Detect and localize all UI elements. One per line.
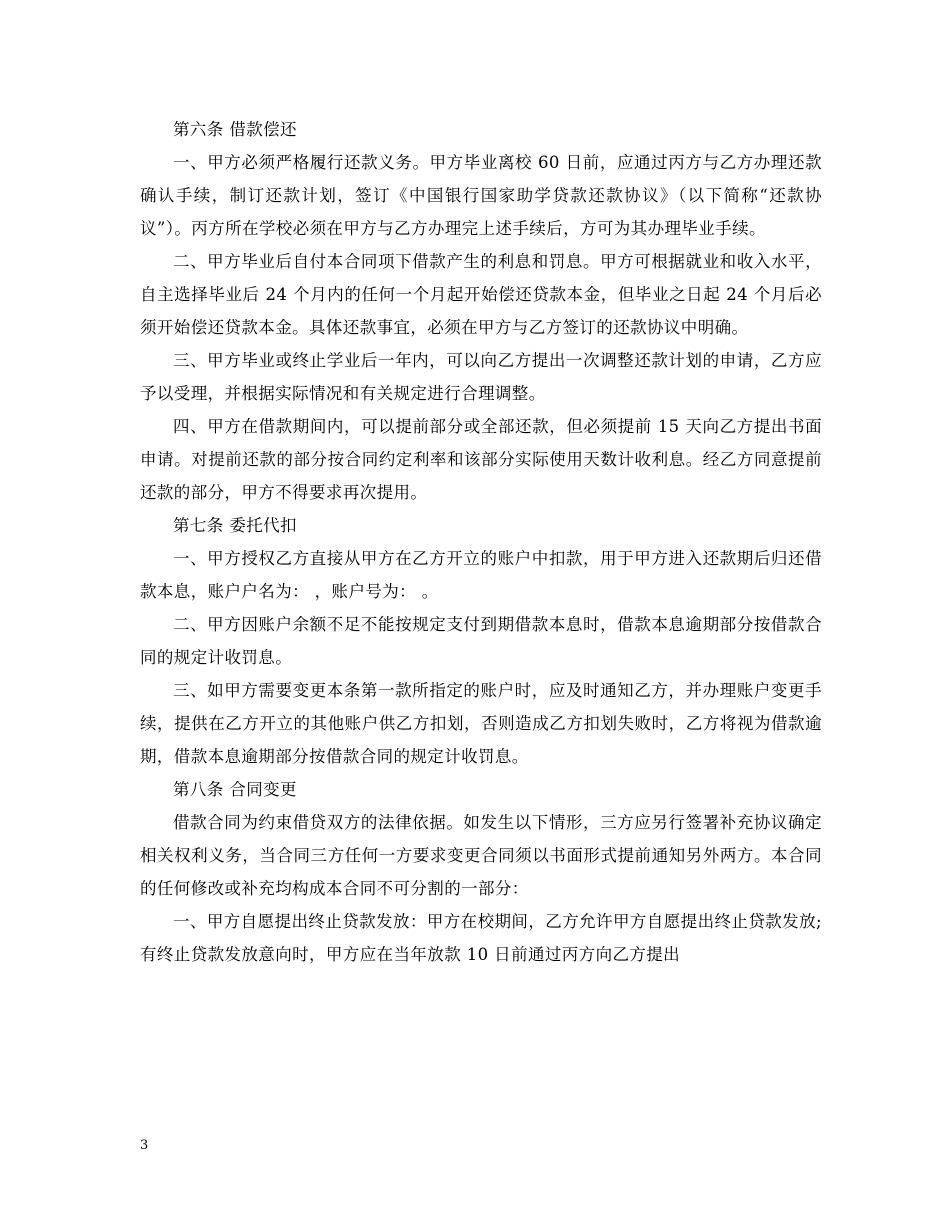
article-7-heading: 第七条 委托代扣 [173,516,297,535]
article-7-clause-1: 一、甲方授权乙方直接从甲方在乙方开立的账户中扣款，用于甲方进入还款期后归还借款本息，账户户名为： ，账户号为： 。 [140,549,822,601]
document-body [140,113,822,971]
article-7-clause-2: 二、甲方因账户余额不足不能按规定支付到期借款本息时，借款本息逾期部分按借款合同的规定计收罚息。 [140,615,822,667]
page-number: 3 [140,1138,149,1153]
article-6-clause-1: 一、甲方必须严格履行还款义务。甲方毕业离校 60 日前，应通过丙方与乙方办理还款确认手续，制订还款计划，签订《中国银行国家助学贷款还款协议》（以下简称“还款协议”）。丙方所在学校必须在甲方与乙方办理完上述手续后，方可为其办理毕业手续。 [140,153,822,238]
article-7-clause-3: 三、如甲方需要变更本条第一款所指定的账户时，应及时通知乙方，并办理账户变更手续，提供在乙方开立的其他账户供乙方扣划，否则造成乙方扣划失败时，乙方将视为借款逾期，借款本息逾期部分按借款合同的规定计收罚息。 [140,681,822,766]
article-8-clause-1: 一、甲方自愿提出终止贷款发放：甲方在校期间，乙方允许甲方自愿提出终止贷款发放;有终止贷款发放意向时，甲方应在当年放款 10 日前通过丙方向乙方提出 [140,912,822,964]
article-8-heading: 第八条 合同变更 [173,780,297,799]
article-6-clause-3: 三、甲方毕业或终止学业后一年内，可以向乙方提出一次调整还款计划的申请，乙方应予以受理，并根据实际情况和有关规定进行合理调整。 [140,351,822,403]
article-6-heading: 第六条 借款偿还 [173,120,297,139]
article-8-intro: 借款合同为约束借贷双方的法律依据。如发生以下情形，三方应另行签署补充协议确定相关权利义务，当合同三方任何一方要求变更合同须以书面形式提前通知另外两方。本合同的任何修改或补充均构成本合同不可分割的一部分： [140,813,822,898]
article-6-clause-2: 二、甲方毕业后自付本合同项下借款产生的利息和罚息。甲方可根据就业和收入水平，自主选择毕业后 24 个月内的任何一个月起开始偿还贷款本金，但毕业之日起 24 个月后必须开始偿还贷款本金。具体还款事宜，必须在甲方与乙方签订的还款协议中明确。 [140,252,822,337]
article-6-clause-4: 四、甲方在借款期间内，可以提前部分或全部还款，但必须提前 15 天向乙方提出书面申请。对提前还款的部分按合同约定利率和该部分实际使用天数计收利息。经乙方同意提前还款的部分，甲方不得要求再次提用。 [140,417,822,502]
